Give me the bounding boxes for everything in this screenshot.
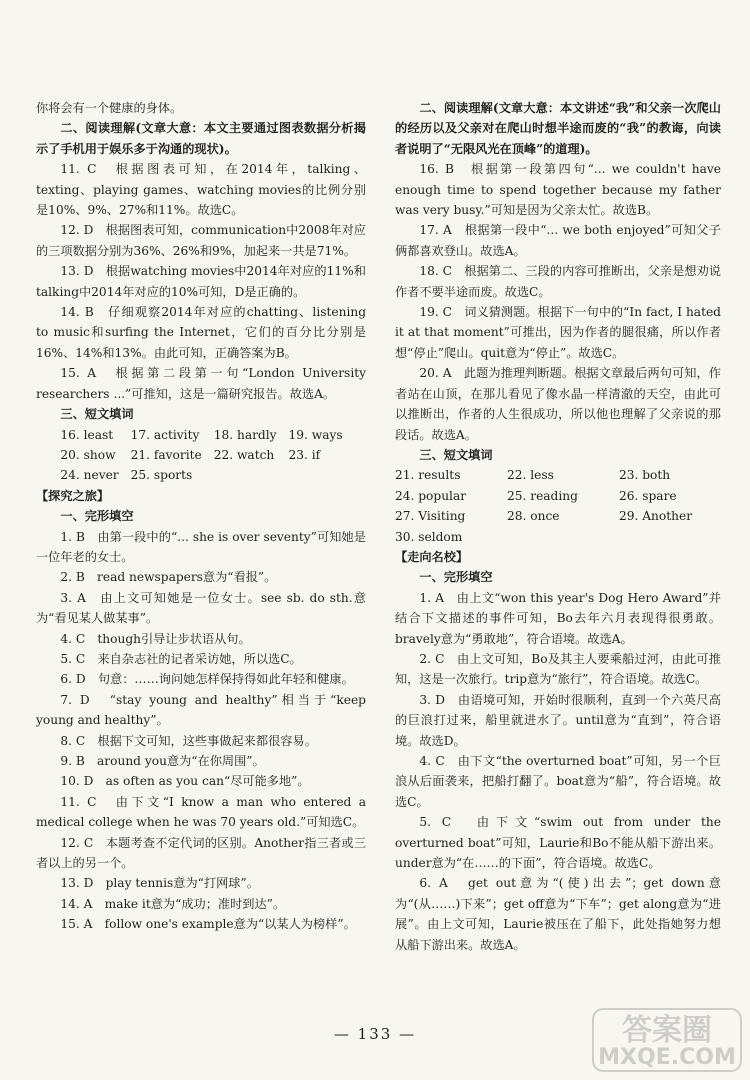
answer-paragraph: 17. A 根据第一段中“... we both enjoyed”可知父子俩都喜欢登山。故选A。 xyxy=(395,223,721,258)
word-fill-answer: 20. show xyxy=(60,447,116,462)
answer-paragraph: 14. A make it意为“成功；准时到达”。 xyxy=(60,896,286,911)
page-number: — 133 — xyxy=(333,1025,417,1043)
watermark-en: MXQE.COM xyxy=(598,1045,736,1070)
watermark-cn: 答案圈 xyxy=(622,1013,712,1048)
word-fill-answer: 22. less xyxy=(507,468,554,483)
answer-paragraph: 9. B around you意为“在你周围”。 xyxy=(60,754,265,768)
word-fill-answer: 19. ways xyxy=(288,427,343,442)
left-column xyxy=(36,98,366,935)
answer-paragraph: 4. C though引导让步状语从句。 xyxy=(60,631,251,646)
answer-paragraph: 6. D 句意：……询问她怎样保持得如此年轻和健康。 xyxy=(60,672,354,687)
word-fill-answer: 27. Visiting xyxy=(395,509,466,524)
word-fill-answer: 24. popular xyxy=(395,488,467,503)
word-fill-answer: 17. activity xyxy=(130,427,200,442)
answer-paragraph: 4. C 由下文“the overturned boat”可知，另一个巨浪从后面袭来，把船打翻了。boat意为“船”，符合语境。故选C。 xyxy=(395,754,721,809)
answer-paragraph: 7. D “stay young and healthy”相当于“keep young and healthy”。 xyxy=(36,692,366,728)
word-fill-answer: 29. Another xyxy=(619,509,693,524)
answer-paragraph: 16. B 根据第一段第四句“... we couldn't have enough time to spend together because my father was very busy.”可知是因为父亲太忙。故选B。 xyxy=(395,162,721,218)
answer-paragraph: 3. A 由上文可知她是一位女士。see sb. do sth.意为“看见某人做某事”。 xyxy=(36,590,366,626)
section-heading: 三、短文填词 xyxy=(60,407,134,422)
section-heading: 【走向名校】 xyxy=(395,549,469,564)
answer-paragraph: 18. C 根据第二、三段的内容可推断出，父亲是想劝说作者不要半途而废。故选C。 xyxy=(395,264,721,299)
section-heading: 【探究之旅】 xyxy=(36,488,110,503)
word-fill-answer: 30. seldom xyxy=(395,529,463,544)
answer-paragraph: 2. B read newspapers意为“看报”。 xyxy=(60,570,277,585)
word-fill-answer: 25. reading xyxy=(507,488,578,503)
answer-paragraph: 6. A get out意为“(使)出去”；get down意为“(从……)下来”；get off意为“下车”；get along意为“进展”。由上文可知，Laurie被压在了船下，此处指她努力想从船下游出来。故选A。 xyxy=(395,876,721,952)
section-heading: 二、阅读理解(文章大意：本文讲述“我”和父亲一次爬山的经历以及父亲对在爬山时想半途而废的“我”的教诲，向读者说明了“无限风光在顶峰”的道理)。 xyxy=(395,101,721,156)
answer-paragraph: 20. A 此题为推理判断题。根据文章最后两句可知，作者站在山顶，在那儿看见了像水晶一样清澈的天空，由此可以推断出，作者的人生很成功，所以他也理解了父亲说的那段话。故选A。 xyxy=(395,366,721,442)
word-fill-answer: 16. least xyxy=(60,427,114,442)
answer-paragraph: 5. C 来自杂志社的记者采访她，所以选C。 xyxy=(60,651,302,666)
answer-paragraph: 15. A follow one's example意为“以某人为榜样”。 xyxy=(60,917,356,932)
word-fill-answer: 21. favorite xyxy=(130,447,202,462)
word-fill-answer: 26. spare xyxy=(619,488,677,503)
word-fill-answer: 23. if xyxy=(288,447,321,462)
right-column xyxy=(395,98,721,955)
answer-paragraph: 11. C 由下文“I know a man who entered a medical college when he was 70 years old.”可知选C。 xyxy=(36,794,366,830)
section-heading: 一、完形填空 xyxy=(60,509,134,524)
word-fill-answer-grid xyxy=(395,465,721,547)
answer-paragraph: 1. A 由上文“won this year's Dog Hero Award”并结合下文描述的事件可知，Bo去年六月表现得很勇敢。bravely意为“勇敢地”，符合语境。故选A。 xyxy=(395,590,721,646)
section-heading: 一、完形填空 xyxy=(419,570,493,585)
watermark-logo xyxy=(592,1008,742,1072)
word-fill-answer-grid xyxy=(36,425,366,486)
answer-paragraph: 12. D 根据图表可知，communication中2008年对应的三项数据分别为36%、26%和9%，加起来一共是71%。 xyxy=(36,223,366,258)
section-heading: 二、阅读理解(文章大意：本文主要通过图表数据分析揭示了手机用于娱乐多于沟通的现状)。 xyxy=(36,121,366,156)
answer-paragraph: 13. D 根据watching movies中2014年对应的11%和talking中2014年对应的10%可知，D是正确的。 xyxy=(36,264,366,299)
answer-paragraph: 5. C 由下文“swim out from under the overturned boat”可知，Laurie和Bo不能从船下游出来。under意为“在……的下面”，符合语境。故选C。 xyxy=(395,815,721,871)
word-fill-answer: 18. hardly xyxy=(213,427,277,442)
answer-paragraph: 19. C 词义猜测题。根据下一句中的“In fact, I hated it at that moment”可推出，因为作者的腿很痛，所以作者想“停止”爬山。quit意为“停止”。故选C。 xyxy=(395,305,721,360)
answer-paragraph: 你将会有一个健康的身体。 xyxy=(36,101,183,115)
word-fill-answer: 23. both xyxy=(619,468,671,483)
answer-paragraph: 15. A 根据第二段第一句“London University researchers ...”可推知，这是一篇研究报告。故选A。 xyxy=(36,366,366,401)
word-fill-answer: 21. results xyxy=(395,468,461,483)
answer-paragraph: 14. B 仔细观察2014年对应的chatting、listening to music和surfing the Internet，它们的百分比分别是16%、14%和13%。由此可知，正确答案为B。 xyxy=(36,305,366,360)
answer-paragraph: 13. D play tennis意为“打网球”。 xyxy=(60,876,259,891)
word-fill-answer: 24. never xyxy=(60,468,119,483)
word-fill-answer: 22. watch xyxy=(213,447,275,462)
answer-paragraph: 1. B 由第一段中的“... she is over seventy”可知她是一位年老的女士。 xyxy=(36,529,366,564)
answer-paragraph: 8. C 根据下文可知，这些事做起来都很容易。 xyxy=(60,733,317,748)
word-fill-answer: 28. once xyxy=(507,509,560,524)
word-fill-answer: 25. sports xyxy=(130,468,193,483)
answer-paragraph: 11. C 根据图表可知，在2014年，talking、texting、playing games、watching movies的比例分别是10%、9%、27%和11%。故选C。 xyxy=(36,162,366,218)
section-heading: 三、短文填词 xyxy=(419,447,493,462)
answer-paragraph: 10. D as often as you can“尽可能多地”。 xyxy=(60,774,310,789)
answer-paragraph: 12. C 本题考查不定代词的区别。Another指三者或三者以上的另一个。 xyxy=(36,835,366,871)
answer-paragraph: 2. C 由上文可知，Bo及其主人要乘船过河，由此可推知，这是一次旅行。trip意为“旅行”，符合语境。故选C。 xyxy=(395,651,721,687)
answer-paragraph: 3. D 由语境可知，开始时很顺利，直到一个六英尺高的巨浪打过来，船里就进水了。until意为“直到”，符合语境。故选D。 xyxy=(395,692,721,748)
